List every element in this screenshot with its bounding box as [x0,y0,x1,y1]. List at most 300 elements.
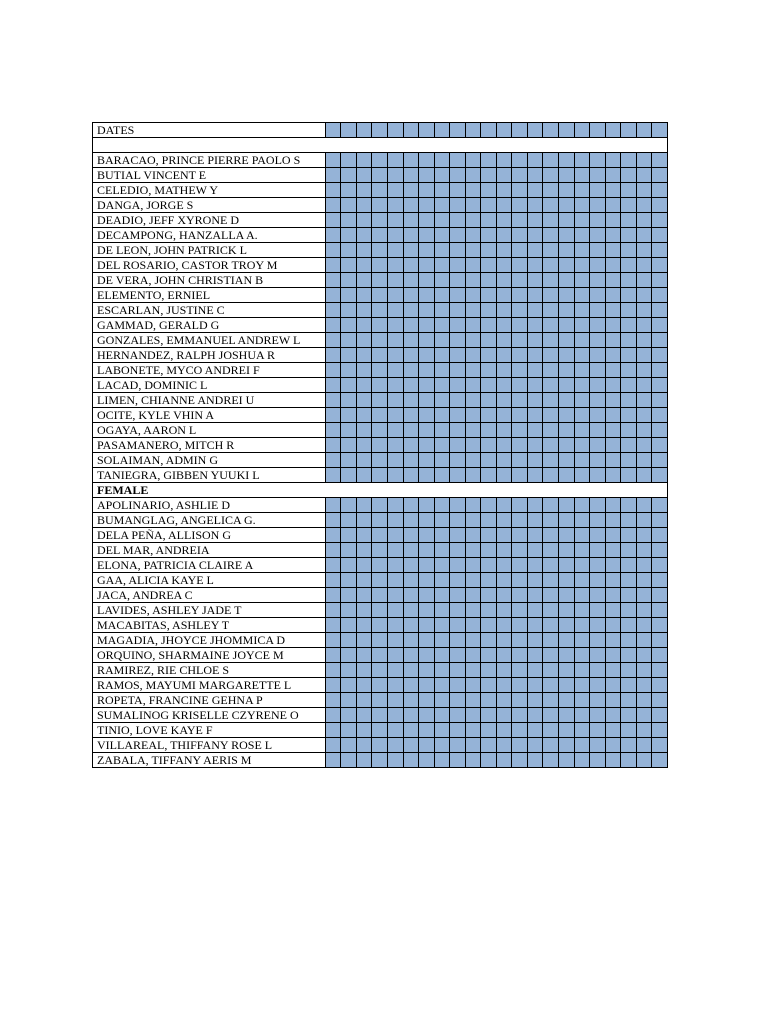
attendance-cell[interactable] [559,302,575,317]
attendance-cell[interactable] [636,167,652,182]
attendance-cell[interactable] [403,407,419,422]
attendance-cell[interactable] [605,422,621,437]
attendance-cell[interactable] [605,497,621,512]
attendance-cell[interactable] [543,167,559,182]
attendance-cell[interactable] [341,512,357,527]
attendance-cell[interactable] [450,617,466,632]
attendance-cell[interactable] [387,272,403,287]
attendance-cell[interactable] [512,512,528,527]
attendance-cell[interactable] [559,542,575,557]
attendance-cell[interactable] [356,377,372,392]
attendance-cell[interactable] [372,587,388,602]
attendance-cell[interactable] [387,662,403,677]
attendance-cell[interactable] [403,212,419,227]
attendance-cell[interactable] [652,317,668,332]
attendance-cell[interactable] [465,602,481,617]
attendance-cell[interactable] [356,437,372,452]
attendance-cell[interactable] [325,182,341,197]
attendance-cell[interactable] [465,362,481,377]
attendance-cell[interactable] [496,512,512,527]
attendance-cell[interactable] [527,167,543,182]
attendance-cell[interactable] [512,437,528,452]
attendance-cell[interactable] [325,662,341,677]
attendance-cell[interactable] [481,227,497,242]
attendance-cell[interactable] [559,662,575,677]
attendance-cell[interactable] [356,452,372,467]
attendance-cell[interactable] [419,302,435,317]
attendance-cell[interactable] [605,257,621,272]
attendance-cell[interactable] [450,167,466,182]
attendance-cell[interactable] [465,692,481,707]
attendance-cell[interactable] [325,377,341,392]
attendance-cell[interactable] [652,737,668,752]
attendance-cell[interactable] [636,212,652,227]
attendance-cell[interactable] [527,182,543,197]
attendance-cell[interactable] [450,677,466,692]
attendance-cell[interactable] [341,272,357,287]
attendance-cell[interactable] [465,677,481,692]
attendance-cell[interactable] [403,467,419,482]
attendance-cell[interactable] [341,257,357,272]
attendance-cell[interactable] [512,332,528,347]
attendance-cell[interactable] [621,302,637,317]
attendance-cell[interactable] [527,242,543,257]
attendance-cell[interactable] [652,272,668,287]
attendance-cell[interactable] [559,707,575,722]
attendance-cell[interactable] [465,287,481,302]
attendance-cell[interactable] [652,572,668,587]
attendance-cell[interactable] [621,347,637,362]
attendance-cell[interactable] [621,272,637,287]
attendance-cell[interactable] [621,692,637,707]
attendance-cell[interactable] [403,752,419,767]
attendance-cell[interactable] [559,692,575,707]
attendance-cell[interactable] [574,677,590,692]
attendance-cell[interactable] [372,227,388,242]
date-header-cell[interactable] [356,123,372,138]
attendance-cell[interactable] [372,542,388,557]
attendance-cell[interactable] [605,677,621,692]
attendance-cell[interactable] [574,227,590,242]
attendance-cell[interactable] [496,722,512,737]
attendance-cell[interactable] [481,677,497,692]
attendance-cell[interactable] [512,422,528,437]
attendance-cell[interactable] [450,632,466,647]
attendance-cell[interactable] [419,617,435,632]
attendance-cell[interactable] [465,617,481,632]
attendance-cell[interactable] [527,152,543,167]
attendance-cell[interactable] [527,557,543,572]
attendance-cell[interactable] [372,272,388,287]
attendance-cell[interactable] [419,167,435,182]
attendance-cell[interactable] [512,272,528,287]
attendance-cell[interactable] [590,662,606,677]
attendance-cell[interactable] [496,317,512,332]
attendance-cell[interactable] [559,437,575,452]
attendance-cell[interactable] [574,152,590,167]
attendance-cell[interactable] [434,512,450,527]
attendance-cell[interactable] [341,182,357,197]
date-header-cell[interactable] [450,123,466,138]
attendance-cell[interactable] [590,242,606,257]
attendance-cell[interactable] [419,272,435,287]
attendance-cell[interactable] [621,527,637,542]
attendance-cell[interactable] [434,602,450,617]
attendance-cell[interactable] [325,152,341,167]
attendance-cell[interactable] [434,242,450,257]
attendance-cell[interactable] [621,377,637,392]
attendance-cell[interactable] [527,497,543,512]
attendance-cell[interactable] [403,737,419,752]
attendance-cell[interactable] [621,242,637,257]
attendance-cell[interactable] [434,617,450,632]
attendance-cell[interactable] [341,632,357,647]
attendance-cell[interactable] [543,617,559,632]
attendance-cell[interactable] [372,167,388,182]
attendance-cell[interactable] [434,527,450,542]
attendance-cell[interactable] [527,302,543,317]
attendance-cell[interactable] [372,257,388,272]
attendance-cell[interactable] [419,377,435,392]
attendance-cell[interactable] [356,197,372,212]
attendance-cell[interactable] [372,512,388,527]
attendance-cell[interactable] [590,542,606,557]
attendance-cell[interactable] [387,227,403,242]
attendance-cell[interactable] [325,587,341,602]
attendance-cell[interactable] [356,542,372,557]
attendance-cell[interactable] [543,257,559,272]
attendance-cell[interactable] [465,407,481,422]
attendance-cell[interactable] [543,452,559,467]
attendance-cell[interactable] [465,197,481,212]
attendance-cell[interactable] [559,512,575,527]
attendance-cell[interactable] [450,212,466,227]
attendance-cell[interactable] [325,737,341,752]
attendance-cell[interactable] [372,722,388,737]
attendance-cell[interactable] [527,407,543,422]
attendance-cell[interactable] [652,182,668,197]
attendance-cell[interactable] [543,512,559,527]
attendance-cell[interactable] [356,182,372,197]
attendance-cell[interactable] [356,362,372,377]
attendance-cell[interactable] [465,707,481,722]
attendance-cell[interactable] [496,557,512,572]
attendance-cell[interactable] [652,287,668,302]
attendance-cell[interactable] [403,452,419,467]
attendance-cell[interactable] [465,272,481,287]
attendance-cell[interactable] [652,662,668,677]
attendance-cell[interactable] [341,572,357,587]
attendance-cell[interactable] [543,362,559,377]
attendance-cell[interactable] [496,752,512,767]
attendance-cell[interactable] [372,467,388,482]
attendance-cell[interactable] [543,467,559,482]
attendance-cell[interactable] [372,662,388,677]
date-header-cell[interactable] [636,123,652,138]
attendance-cell[interactable] [652,392,668,407]
attendance-cell[interactable] [403,512,419,527]
attendance-cell[interactable] [419,737,435,752]
attendance-cell[interactable] [636,527,652,542]
attendance-cell[interactable] [559,362,575,377]
attendance-cell[interactable] [527,632,543,647]
attendance-cell[interactable] [450,182,466,197]
attendance-cell[interactable] [387,182,403,197]
attendance-cell[interactable] [621,572,637,587]
attendance-cell[interactable] [574,257,590,272]
attendance-cell[interactable] [543,692,559,707]
attendance-cell[interactable] [590,437,606,452]
attendance-cell[interactable] [403,257,419,272]
attendance-cell[interactable] [481,152,497,167]
attendance-cell[interactable] [559,677,575,692]
attendance-cell[interactable] [512,527,528,542]
attendance-cell[interactable] [621,212,637,227]
attendance-cell[interactable] [481,662,497,677]
attendance-cell[interactable] [341,752,357,767]
attendance-cell[interactable] [543,557,559,572]
attendance-cell[interactable] [559,287,575,302]
attendance-cell[interactable] [590,272,606,287]
attendance-cell[interactable] [605,752,621,767]
attendance-cell[interactable] [403,692,419,707]
attendance-cell[interactable] [356,287,372,302]
attendance-cell[interactable] [465,512,481,527]
attendance-cell[interactable] [341,332,357,347]
attendance-cell[interactable] [636,272,652,287]
attendance-cell[interactable] [434,722,450,737]
attendance-cell[interactable] [636,632,652,647]
attendance-cell[interactable] [636,467,652,482]
attendance-cell[interactable] [512,377,528,392]
attendance-cell[interactable] [590,362,606,377]
attendance-cell[interactable] [356,272,372,287]
attendance-cell[interactable] [590,617,606,632]
attendance-cell[interactable] [481,512,497,527]
attendance-cell[interactable] [636,407,652,422]
attendance-cell[interactable] [512,317,528,332]
attendance-cell[interactable] [543,662,559,677]
attendance-cell[interactable] [496,347,512,362]
attendance-cell[interactable] [636,437,652,452]
attendance-cell[interactable] [434,227,450,242]
attendance-cell[interactable] [434,557,450,572]
attendance-cell[interactable] [325,512,341,527]
attendance-cell[interactable] [403,542,419,557]
attendance-cell[interactable] [496,272,512,287]
attendance-cell[interactable] [636,332,652,347]
attendance-cell[interactable] [605,617,621,632]
attendance-cell[interactable] [372,317,388,332]
attendance-cell[interactable] [574,602,590,617]
attendance-cell[interactable] [527,737,543,752]
attendance-cell[interactable] [621,467,637,482]
attendance-cell[interactable] [481,257,497,272]
attendance-cell[interactable] [574,437,590,452]
attendance-cell[interactable] [419,317,435,332]
attendance-cell[interactable] [496,527,512,542]
attendance-cell[interactable] [325,257,341,272]
attendance-cell[interactable] [387,422,403,437]
attendance-cell[interactable] [465,347,481,362]
attendance-cell[interactable] [543,152,559,167]
attendance-cell[interactable] [574,647,590,662]
attendance-cell[interactable] [403,707,419,722]
attendance-cell[interactable] [434,677,450,692]
attendance-cell[interactable] [419,242,435,257]
attendance-cell[interactable] [419,197,435,212]
attendance-cell[interactable] [341,527,357,542]
attendance-cell[interactable] [559,167,575,182]
attendance-cell[interactable] [356,572,372,587]
attendance-cell[interactable] [419,542,435,557]
attendance-cell[interactable] [465,332,481,347]
attendance-cell[interactable] [481,212,497,227]
attendance-cell[interactable] [419,677,435,692]
attendance-cell[interactable] [496,632,512,647]
attendance-cell[interactable] [387,167,403,182]
attendance-cell[interactable] [621,632,637,647]
attendance-cell[interactable] [512,392,528,407]
attendance-cell[interactable] [481,737,497,752]
attendance-cell[interactable] [652,242,668,257]
attendance-cell[interactable] [652,512,668,527]
attendance-cell[interactable] [590,722,606,737]
attendance-cell[interactable] [605,287,621,302]
attendance-cell[interactable] [621,407,637,422]
attendance-cell[interactable] [481,452,497,467]
attendance-cell[interactable] [387,602,403,617]
attendance-cell[interactable] [496,587,512,602]
attendance-cell[interactable] [387,347,403,362]
attendance-cell[interactable] [481,602,497,617]
attendance-cell[interactable] [434,707,450,722]
attendance-cell[interactable] [512,542,528,557]
attendance-cell[interactable] [574,212,590,227]
attendance-cell[interactable] [372,617,388,632]
attendance-cell[interactable] [465,722,481,737]
attendance-cell[interactable] [387,647,403,662]
attendance-cell[interactable] [574,662,590,677]
attendance-cell[interactable] [559,647,575,662]
attendance-cell[interactable] [636,152,652,167]
attendance-cell[interactable] [512,347,528,362]
attendance-cell[interactable] [590,347,606,362]
attendance-cell[interactable] [481,692,497,707]
attendance-cell[interactable] [559,152,575,167]
attendance-cell[interactable] [543,227,559,242]
attendance-cell[interactable] [621,362,637,377]
attendance-cell[interactable] [605,332,621,347]
attendance-cell[interactable] [496,152,512,167]
attendance-cell[interactable] [403,722,419,737]
attendance-cell[interactable] [543,527,559,542]
attendance-cell[interactable] [590,557,606,572]
date-header-cell[interactable] [372,123,388,138]
attendance-cell[interactable] [481,722,497,737]
attendance-cell[interactable] [574,377,590,392]
attendance-cell[interactable] [605,452,621,467]
attendance-cell[interactable] [574,572,590,587]
attendance-cell[interactable] [372,497,388,512]
attendance-cell[interactable] [605,707,621,722]
attendance-cell[interactable] [372,152,388,167]
attendance-cell[interactable] [372,347,388,362]
attendance-cell[interactable] [652,467,668,482]
date-header-cell[interactable] [574,123,590,138]
attendance-cell[interactable] [621,542,637,557]
attendance-cell[interactable] [419,692,435,707]
attendance-cell[interactable] [496,737,512,752]
attendance-cell[interactable] [543,737,559,752]
attendance-cell[interactable] [450,452,466,467]
attendance-cell[interactable] [325,527,341,542]
attendance-cell[interactable] [605,602,621,617]
attendance-cell[interactable] [372,572,388,587]
attendance-cell[interactable] [465,437,481,452]
attendance-cell[interactable] [465,377,481,392]
attendance-cell[interactable] [559,242,575,257]
attendance-cell[interactable] [419,572,435,587]
attendance-cell[interactable] [372,707,388,722]
attendance-cell[interactable] [496,332,512,347]
attendance-cell[interactable] [496,287,512,302]
attendance-cell[interactable] [605,662,621,677]
attendance-cell[interactable] [574,362,590,377]
attendance-cell[interactable] [372,332,388,347]
attendance-cell[interactable] [450,152,466,167]
attendance-cell[interactable] [605,197,621,212]
attendance-cell[interactable] [590,572,606,587]
attendance-cell[interactable] [481,467,497,482]
attendance-cell[interactable] [325,212,341,227]
attendance-cell[interactable] [512,467,528,482]
attendance-cell[interactable] [574,197,590,212]
attendance-cell[interactable] [356,332,372,347]
attendance-cell[interactable] [605,737,621,752]
attendance-cell[interactable] [419,512,435,527]
attendance-cell[interactable] [621,602,637,617]
attendance-cell[interactable] [621,422,637,437]
attendance-cell[interactable] [465,647,481,662]
attendance-cell[interactable] [356,317,372,332]
attendance-cell[interactable] [636,677,652,692]
attendance-cell[interactable] [527,677,543,692]
attendance-cell[interactable] [356,707,372,722]
attendance-cell[interactable] [636,572,652,587]
attendance-cell[interactable] [559,587,575,602]
attendance-cell[interactable] [356,497,372,512]
attendance-cell[interactable] [434,302,450,317]
date-header-cell[interactable] [543,123,559,138]
attendance-cell[interactable] [372,422,388,437]
attendance-cell[interactable] [356,587,372,602]
attendance-cell[interactable] [636,287,652,302]
attendance-cell[interactable] [574,617,590,632]
attendance-cell[interactable] [621,197,637,212]
attendance-cell[interactable] [652,752,668,767]
attendance-cell[interactable] [652,632,668,647]
attendance-cell[interactable] [605,692,621,707]
attendance-cell[interactable] [341,497,357,512]
attendance-cell[interactable] [605,272,621,287]
date-header-cell[interactable] [481,123,497,138]
attendance-cell[interactable] [605,542,621,557]
attendance-cell[interactable] [543,287,559,302]
attendance-cell[interactable] [325,647,341,662]
attendance-cell[interactable] [636,242,652,257]
attendance-cell[interactable] [419,392,435,407]
